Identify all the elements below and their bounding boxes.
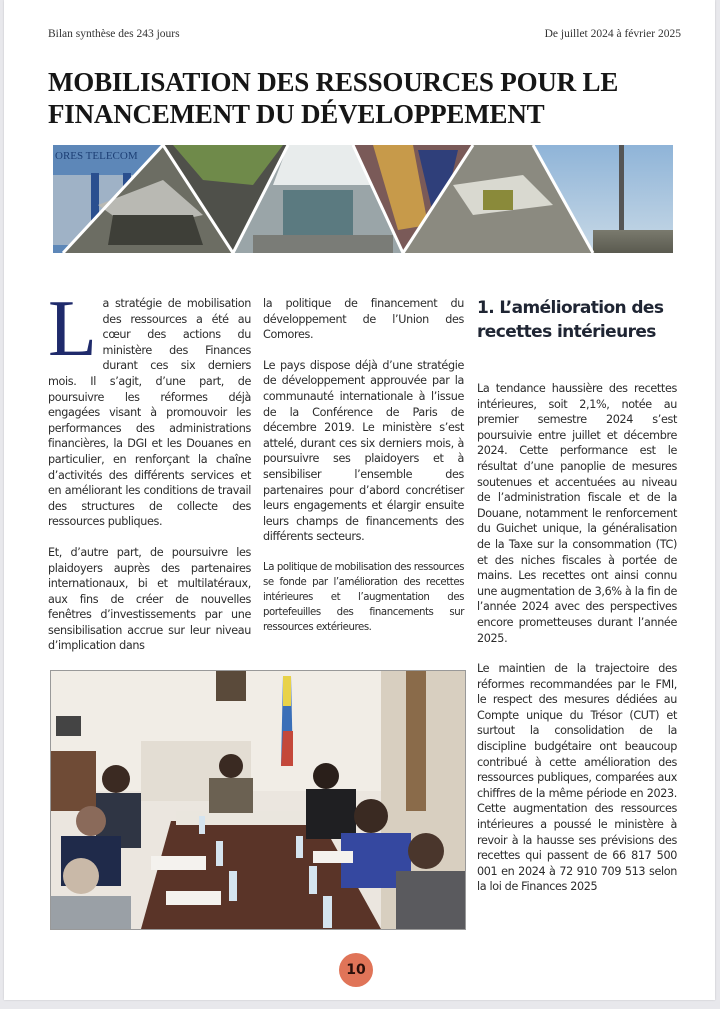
intro-paragraph-text: a stratégie de mobilisation des ressources a été au cœur des actions du ministère des Finances durant ces six derniers mois. Il s’agit, d’une part, de poursuivre les réformes déjà engagées visant à promouvoir les performances des administrations financières, la DGI et les Douanes en particulier, en renforçant la chaîne d’activités des différents services et en améliorant les conditions de travail des structures de collecte des ressources publiques. — [48, 297, 251, 529]
banner-photo-collage — [53, 145, 673, 253]
paragraph-revenue-trend: La tendance haussière des recettes intérieures, soit 2,1%, notée au premier semestre 2024 s’est poursuivie entre juillet et décembre 2024. Cette performance est le résultat d’une panoplie de mesures soutenues et accentuées au niveau de l’administration fiscale et de la Douane, notamment le renforcement du Guichet unique, la généralisation de la Taxe sur la consommation (TC) et des niches fiscales à portée de mains. Les recettes ont ainsi connu une augmentation de 3,6% à la fin de l’année 2024 avec des perspectives encore prometteuses durant l’année 2025. — [477, 382, 677, 645]
paragraph-strategy: Le pays dispose déjà d’une stratégie de développement approuvée par la communauté internationale à l’issue de la Conférence de Paris de décembre 2019. Le ministère s’est attelé, durant ces six derniers mois, à poursuivre ses plaidoyers et à sensibiliser l’ensemble des partenaires pour d’abord concrétiser leurs engagements et élargir ensuite leurs champs de financements des différents secteurs. — [263, 358, 464, 544]
drop-cap: L — [48, 285, 97, 373]
title-line-2: FINANCEMENT DU DÉVELOPPEMENT — [48, 99, 545, 129]
title-line-1: MOBILISATION DES RESSOURCES POUR LE — [48, 67, 619, 97]
meeting-photo — [50, 670, 466, 930]
intro-paragraph — [48, 285, 251, 530]
banner-sign-text: ORES TELECOM — [55, 150, 138, 162]
column-3 — [477, 296, 677, 910]
paragraph-development-policy: la politique de financement du développement de l’Union des Comores. — [263, 297, 464, 342]
paragraph-advocacy: Et, d’autre part, de poursuivre les plaidoyers auprès des partenaires internationaux, bi et multilatéraux, aux fins de créer de nouvelles fenêtres d’investissements par une sensibilisation accrue sur leur niveau d’implication dans — [48, 545, 251, 653]
column-2 — [263, 296, 464, 650]
column-1 — [48, 285, 251, 669]
section-title: 1. L’amélioration des recettes intérieures — [477, 298, 664, 342]
running-header-right: De juillet 2024 à février 2025 — [544, 28, 681, 40]
document-page — [4, 0, 715, 1000]
page-number-badge: 10 — [339, 953, 373, 987]
meeting-photo-image — [51, 671, 465, 929]
paragraph-reforms: Le maintien de la trajectoire des réformes recommandées par le FMI, le respect des mesures dédiées au Compte unique du Trésor (CUT) et surtout la consolidation de la discipline budgétaire ont beaucoup contribué à cette amélioration des ressources publiques, comparées aux chiffres de la même période en 2023. Cette augmentation des ressources intérieures a poussé le ministère à revoir à la hausse ses prévisions des recettes qui passent de 66 817 500 001 en 2024 à 72 910 709 513 selon la loi de Finances 2025 — [477, 662, 677, 894]
paragraph-mobilization-policy: La politique de mobilisation des ressources se fonde par l’amélioration des recettes intérieures et l’augmentation des portefeuilles des financements sur ressources extérieures. — [263, 561, 464, 633]
banner-collage-image — [53, 145, 673, 253]
running-header-left: Bilan synthèse des 243 jours — [48, 28, 180, 40]
page-title — [48, 66, 688, 130]
